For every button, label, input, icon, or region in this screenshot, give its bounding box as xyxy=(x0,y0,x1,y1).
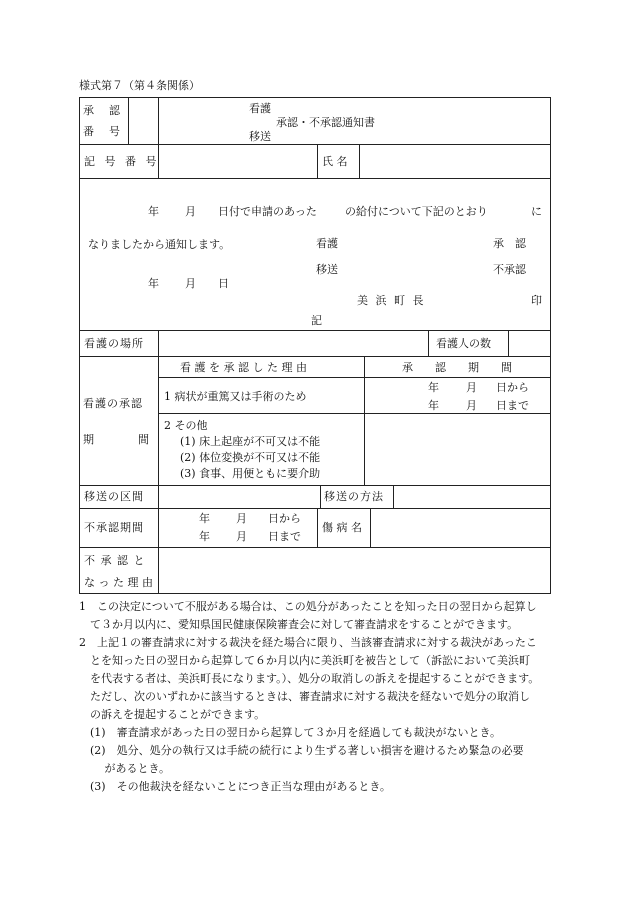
period-to-suffix: 日まで xyxy=(496,399,529,412)
body-hi-text: 日付で申請のあった xyxy=(218,205,317,218)
shonin-kikan-label: 看護の承認 xyxy=(83,397,143,410)
col-divider xyxy=(370,508,371,547)
row-divider xyxy=(158,377,551,378)
fushonin-riyu-label: な っ た 理 由 xyxy=(84,576,153,589)
reason-2-item: (1) 床上起座が不可又は不能 xyxy=(180,435,321,448)
period-from-nen: 年 xyxy=(428,381,439,394)
approval-number-label: 番 号 xyxy=(83,125,122,138)
col-divider xyxy=(320,485,321,508)
body-fushonin: 不承認 xyxy=(493,263,526,276)
name-label: 氏 名 xyxy=(322,155,348,168)
note-line: 1 この決定について不服がある場合は、この処分があったことを知った日の翌日から起算し xyxy=(79,600,537,613)
fp-from-nen: 年 xyxy=(199,512,210,525)
fp-to-suffix: 日まで xyxy=(268,530,301,543)
col-divider xyxy=(428,330,429,356)
approval-number-label: 承 認 xyxy=(83,104,122,117)
seal-mark: 印 xyxy=(531,294,542,307)
row-divider xyxy=(79,547,551,548)
shonin-kikan-header: 承 認 期 間 xyxy=(402,361,512,374)
mayor-title: 美 浜 町 長 xyxy=(357,294,426,307)
col-divider xyxy=(317,508,318,547)
reason-2-item: (2) 体位変換が不可又は不能 xyxy=(180,451,321,464)
fushonin-riyu-label: 不 承 認 と xyxy=(84,554,146,567)
kango-ninzu-label: 看護人の数 xyxy=(436,337,491,350)
note-line: があるとき。 xyxy=(79,762,171,775)
document-title: 承認・不承認通知書 xyxy=(276,116,375,129)
row-divider xyxy=(79,178,551,179)
kigou-bango-label: 記 号 番 号 xyxy=(84,155,160,168)
reason-2-title: 2 その他 xyxy=(164,419,208,432)
body-ni: に xyxy=(531,205,542,218)
row-divider xyxy=(79,144,551,145)
row-divider xyxy=(79,508,551,509)
ki-label: 記 xyxy=(311,314,322,327)
col-divider xyxy=(393,485,394,508)
note-line: ただし、次のいずれかに該当するときは、審査請求に対する裁決を経ないで処分の取消し xyxy=(79,690,530,703)
note-line: を代表する者は、美浜町長になります。）、処分の取消しの訴えを提起することができます。 xyxy=(79,672,540,685)
shonin-riyu-header: 看 護 を 承 認 し た 理 由 xyxy=(180,361,307,374)
note-line: (2) 処分、処分の執行又は手続の続行により生ずる著しい損害を避けるため緊急の必要 xyxy=(79,744,524,757)
col-divider xyxy=(158,547,159,594)
form-code: 様式第７（第４条関係） xyxy=(79,79,200,92)
col-divider xyxy=(364,356,365,485)
col-divider xyxy=(158,485,159,508)
body-tsuki: 月 xyxy=(185,205,196,218)
fp-from-tsuki: 月 xyxy=(236,512,247,525)
period-to-nen: 年 xyxy=(428,399,439,412)
note-line: (1) 審査請求があった日の翌日から起算して３か月を経過しても裁決がないとき。 xyxy=(79,726,502,739)
note-line: て３か月以内に、愛知県国民健康保険審査会に対して審査請求をすることができます。 xyxy=(79,618,519,631)
kango-basho-label: 看護の場所 xyxy=(84,337,144,350)
isou-kukan-label: 移送の区間 xyxy=(84,490,144,503)
body-kango: 看護 xyxy=(316,237,338,250)
col-divider xyxy=(317,144,318,178)
col-divider xyxy=(508,330,509,356)
period-from-suffix: 日から xyxy=(496,381,529,394)
date-hi: 日 xyxy=(218,277,229,290)
row-divider xyxy=(79,356,551,357)
col-divider xyxy=(158,508,159,547)
fp-from-suffix: 日から xyxy=(268,512,301,525)
title-kango: 看護 xyxy=(249,102,271,115)
body-isou: 移送 xyxy=(316,263,338,276)
fp-to-nen: 年 xyxy=(199,530,210,543)
row-divider xyxy=(79,485,551,486)
col-divider xyxy=(158,356,159,485)
row-divider xyxy=(158,413,551,414)
body-nen: 年 xyxy=(148,205,159,218)
period-to-tsuki: 月 xyxy=(466,399,477,412)
col-divider xyxy=(158,330,159,356)
body-shonin: 承 認 xyxy=(493,237,526,250)
fushonin-kikan-label: 不承認期間 xyxy=(84,521,144,534)
col-divider xyxy=(128,97,129,144)
period-from-tsuki: 月 xyxy=(466,381,477,394)
note-line: (3) その他裁決を経ないことにつき正当な理由があるとき。 xyxy=(79,780,391,793)
body-tsuuchi: なりましたから通知します。 xyxy=(88,238,231,251)
isou-houhou-label: 移送の方法 xyxy=(324,490,384,503)
shonin-kikan-label: 期 間 xyxy=(83,433,149,446)
row-divider xyxy=(79,330,551,331)
shobyo-label: 傷 病 名 xyxy=(322,521,362,534)
body-kyufu-text: の給付について下記のとおり xyxy=(345,205,488,218)
date-tsuki: 月 xyxy=(185,277,196,290)
title-isou: 移送 xyxy=(249,130,271,143)
note-line: 2 上記１の審査請求に対する裁決を経た場合に限り、当該審査請求に対する裁決があったこ xyxy=(79,636,537,649)
col-divider xyxy=(158,97,159,144)
reason-1: 1 病状が重篤又は手術のため xyxy=(164,390,307,403)
note-line: の訴えを提起することができます。 xyxy=(79,708,266,721)
col-divider xyxy=(359,144,360,178)
date-nen: 年 xyxy=(148,277,159,290)
note-line: とを知った日の翌日から起算して６か月以内に美浜町を被告として（訴訟において美浜町 xyxy=(79,654,530,667)
fp-to-tsuki: 月 xyxy=(236,530,247,543)
reason-2-item: (3) 食事、用便ともに要介助 xyxy=(180,467,321,480)
